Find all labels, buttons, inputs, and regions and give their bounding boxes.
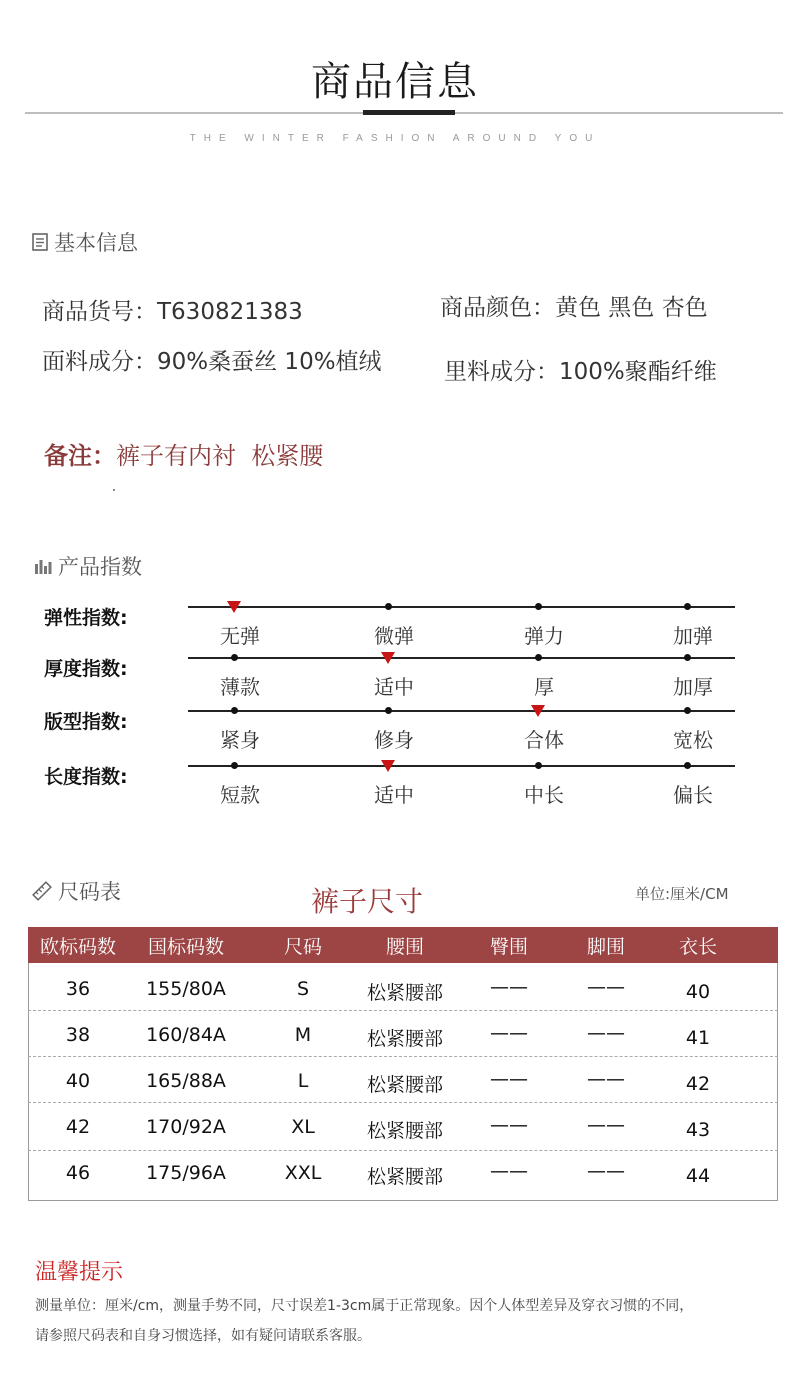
index-scale-line xyxy=(188,606,735,608)
item-color-value: 黄色 黑色 杏色 xyxy=(555,295,708,321)
index-dot xyxy=(231,654,238,661)
size-table-column-header: 欧标码数 xyxy=(39,936,116,958)
size-table xyxy=(28,927,778,1201)
remark-row xyxy=(44,436,323,471)
size-table-cell: 44 xyxy=(685,1165,711,1187)
size-table-column-header: 腰围 xyxy=(385,936,424,958)
index-option-label: 中长 xyxy=(524,783,564,807)
size-table-column-header: 国标码数 xyxy=(147,936,224,958)
size-table-cell: 42 xyxy=(65,1116,91,1138)
size-table-row-divider xyxy=(28,1056,778,1057)
decorative-dot xyxy=(113,489,115,491)
tips-line-1: 测量单位：厘米/cm，测量手势不同，尺寸误差1-3cm属于正常现象。因个人体型差异及穿衣习惯的不同， xyxy=(35,1298,694,1314)
index-dot xyxy=(535,603,542,610)
index-option-label: 厚 xyxy=(534,675,554,699)
item-color-label: 商品颜色： xyxy=(440,295,555,321)
index-selected-marker xyxy=(227,601,241,613)
size-table-column-header: 臀围 xyxy=(489,936,528,958)
tips-title: 温馨提示 xyxy=(35,1260,124,1285)
index-row-label: 厚度指数: xyxy=(44,658,128,680)
index-dot xyxy=(684,707,691,714)
size-table-cell: 165/88A xyxy=(146,1070,226,1092)
item-number-row xyxy=(42,293,303,326)
index-selected-marker xyxy=(381,652,395,664)
size-table-cell: 43 xyxy=(685,1119,711,1141)
index-option-label: 无弹 xyxy=(220,624,260,648)
size-table-cell: —— xyxy=(490,1068,528,1090)
index-option-label: 适中 xyxy=(374,783,414,807)
index-row-label: 弹性指数: xyxy=(44,607,128,629)
basic-info-heading xyxy=(32,227,138,257)
index-dot xyxy=(684,762,691,769)
item-number-value: T630821383 xyxy=(157,299,303,325)
size-table-cell: M xyxy=(294,1024,312,1046)
size-table-cell: —— xyxy=(587,1114,625,1136)
fabric-value: 90%桑蚕丝 10%植绒 xyxy=(157,349,382,375)
size-table-cell: 松紧腰部 xyxy=(366,1120,443,1142)
size-table-cell: L xyxy=(297,1070,309,1092)
size-table-cell: —— xyxy=(587,1068,625,1090)
size-table-cell: —— xyxy=(490,1160,528,1182)
index-dot xyxy=(231,707,238,714)
lining-row xyxy=(444,353,717,386)
index-scale-line xyxy=(188,765,735,767)
index-dot xyxy=(231,762,238,769)
index-option-label: 合体 xyxy=(524,728,564,752)
size-table-cell: 160/84A xyxy=(146,1024,226,1046)
bar-chart-icon xyxy=(34,558,52,574)
remark-value: 裤子有内衬 松紧腰 xyxy=(116,442,324,470)
index-option-label: 宽松 xyxy=(673,728,713,752)
size-table-row-divider xyxy=(28,1010,778,1011)
size-chart-heading-label: 尺码表 xyxy=(58,880,121,904)
fabric-label: 面料成分： xyxy=(42,349,157,375)
size-table-cell: —— xyxy=(490,1022,528,1044)
size-table-cell: 36 xyxy=(65,978,91,1000)
size-table-cell: —— xyxy=(490,1114,528,1136)
size-table-cell: 38 xyxy=(65,1024,91,1046)
size-table-cell: XXL xyxy=(284,1162,322,1184)
index-dot xyxy=(385,707,392,714)
index-option-label: 修身 xyxy=(374,728,414,752)
size-table-column-header: 衣长 xyxy=(678,936,717,958)
index-row-label: 长度指数: xyxy=(44,766,128,788)
lining-value: 100%聚酯纤维 xyxy=(559,359,717,385)
index-row-label: 版型指数: xyxy=(44,711,128,733)
tips-line-2: 请参照尺码表和自身习惯选择，如有疑问请联系客服。 xyxy=(35,1328,371,1344)
size-table-cell: 40 xyxy=(65,1070,91,1092)
document-icon xyxy=(32,233,48,251)
item-color-row xyxy=(440,289,708,322)
size-table-row-divider xyxy=(28,1102,778,1103)
size-table-cell: 松紧腰部 xyxy=(366,982,443,1004)
index-option-label: 薄款 xyxy=(220,675,260,699)
index-option-label: 微弹 xyxy=(374,624,414,648)
size-table-cell: 松紧腰部 xyxy=(366,1166,443,1188)
size-table-row-divider xyxy=(28,1150,778,1151)
size-table-cell: —— xyxy=(490,976,528,998)
size-table-cell: 松紧腰部 xyxy=(366,1028,443,1050)
index-option-label: 短款 xyxy=(220,783,260,807)
remark-label: 备注： xyxy=(44,442,116,470)
index-dot xyxy=(684,603,691,610)
index-selected-marker xyxy=(531,705,545,717)
index-scale-line xyxy=(188,710,735,712)
fabric-row xyxy=(42,343,382,376)
size-table-cell: 42 xyxy=(685,1073,711,1095)
size-table-cell: 155/80A xyxy=(146,978,226,1000)
index-dot xyxy=(385,603,392,610)
index-dot xyxy=(535,762,542,769)
index-selected-marker xyxy=(381,760,395,772)
product-index-heading xyxy=(34,551,142,581)
index-option-label: 弹力 xyxy=(524,624,564,648)
index-dot xyxy=(535,654,542,661)
title-underline xyxy=(363,110,455,115)
basic-info-heading-label: 基本信息 xyxy=(54,231,138,255)
size-table-cell: —— xyxy=(587,976,625,998)
size-table-cell: 松紧腰部 xyxy=(366,1074,443,1096)
index-option-label: 紧身 xyxy=(220,728,260,752)
size-table-cell: S xyxy=(296,978,310,1000)
item-number-label: 商品货号： xyxy=(42,299,157,325)
size-table-cell: —— xyxy=(587,1160,625,1182)
size-table-title: 裤子尺寸 xyxy=(310,885,423,918)
size-table-column-header: 尺码 xyxy=(283,936,322,958)
page-subtitle: THE WINTER FASHION AROUND YOU xyxy=(189,133,601,144)
size-table-cell: 41 xyxy=(685,1027,711,1049)
size-unit: 单位:厘米/CM xyxy=(635,885,729,903)
index-scale-line xyxy=(188,657,735,659)
index-option-label: 偏长 xyxy=(673,783,713,807)
product-index-heading-label: 产品指数 xyxy=(58,555,142,579)
size-table-cell: 40 xyxy=(685,981,711,1003)
lining-label: 里料成分： xyxy=(444,359,559,385)
index-option-label: 加弹 xyxy=(673,624,713,648)
size-table-cell: 46 xyxy=(65,1162,91,1184)
size-table-cell: 175/96A xyxy=(146,1162,226,1184)
size-table-column-header: 脚围 xyxy=(586,936,625,958)
index-dot xyxy=(684,654,691,661)
size-table-cell: XL xyxy=(291,1116,315,1138)
size-table-cell: —— xyxy=(587,1022,625,1044)
index-option-label: 适中 xyxy=(374,675,414,699)
index-option-label: 加厚 xyxy=(673,675,713,699)
page-title: 商品信息 xyxy=(311,59,479,105)
size-table-cell: 170/92A xyxy=(146,1116,226,1138)
